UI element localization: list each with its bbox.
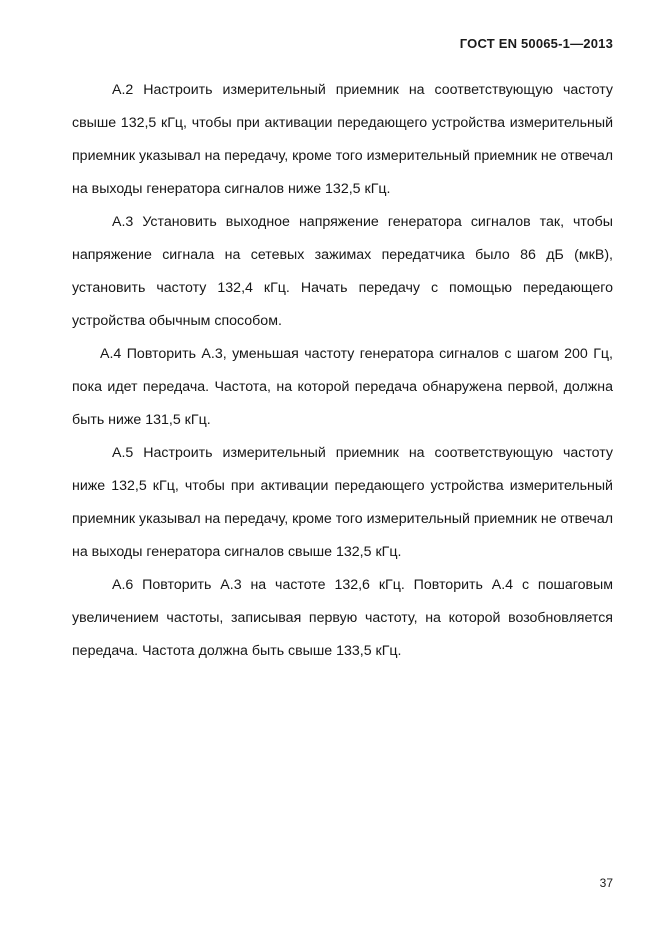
document-body [72,74,613,668]
standard-code-header: ГОСТ EN 50065-1—2013 [459,36,613,51]
paragraph-a2: А.2 Настроить измерительный приемник на соответствующую частоту свыше 132,5 кГц, чтобы при активации передающего устройства измерительный приемник указывал на передачу, кроме того измерительный приемник не отвечал на выходы генератора сигналов ниже 132,5 кГц. [72,82,613,197]
paragraph-a3: А.3 Установить выходное напряжение генератора сигналов так, чтобы напряжение сигнала на сетевых зажимах передатчика было 86 дБ (мкВ), установить частоту 132,4 кГц. Начать передачу с помощью передающего устройства обычным способом. [72,214,613,329]
page-number: 37 [599,876,613,890]
paragraph-a6: А.6 Повторить А.3 на частоте 132,6 кГц. Повторить А.4 с пошаговым увеличением частоты, записывая первую частоту, на которой возобновляется передача. Частота должна быть свыше 133,5 кГц. [72,577,613,659]
paragraph-a4: А.4 Повторить А.3, уменьшая частоту генератора сигналов с шагом 200 Гц, пока идет передача. Частота, на которой передача обнаружена первой, должна быть ниже 131,5 кГц. [72,346,613,428]
paragraph-a5: А.5 Настроить измерительный приемник на соответствующую частоту ниже 132,5 кГц, чтобы при активации передающего устройства измерительный приемник указывал на передачу, кроме того измерительный приемник не отвечал на выходы генератора сигналов свыше 132,5 кГц. [72,445,613,560]
